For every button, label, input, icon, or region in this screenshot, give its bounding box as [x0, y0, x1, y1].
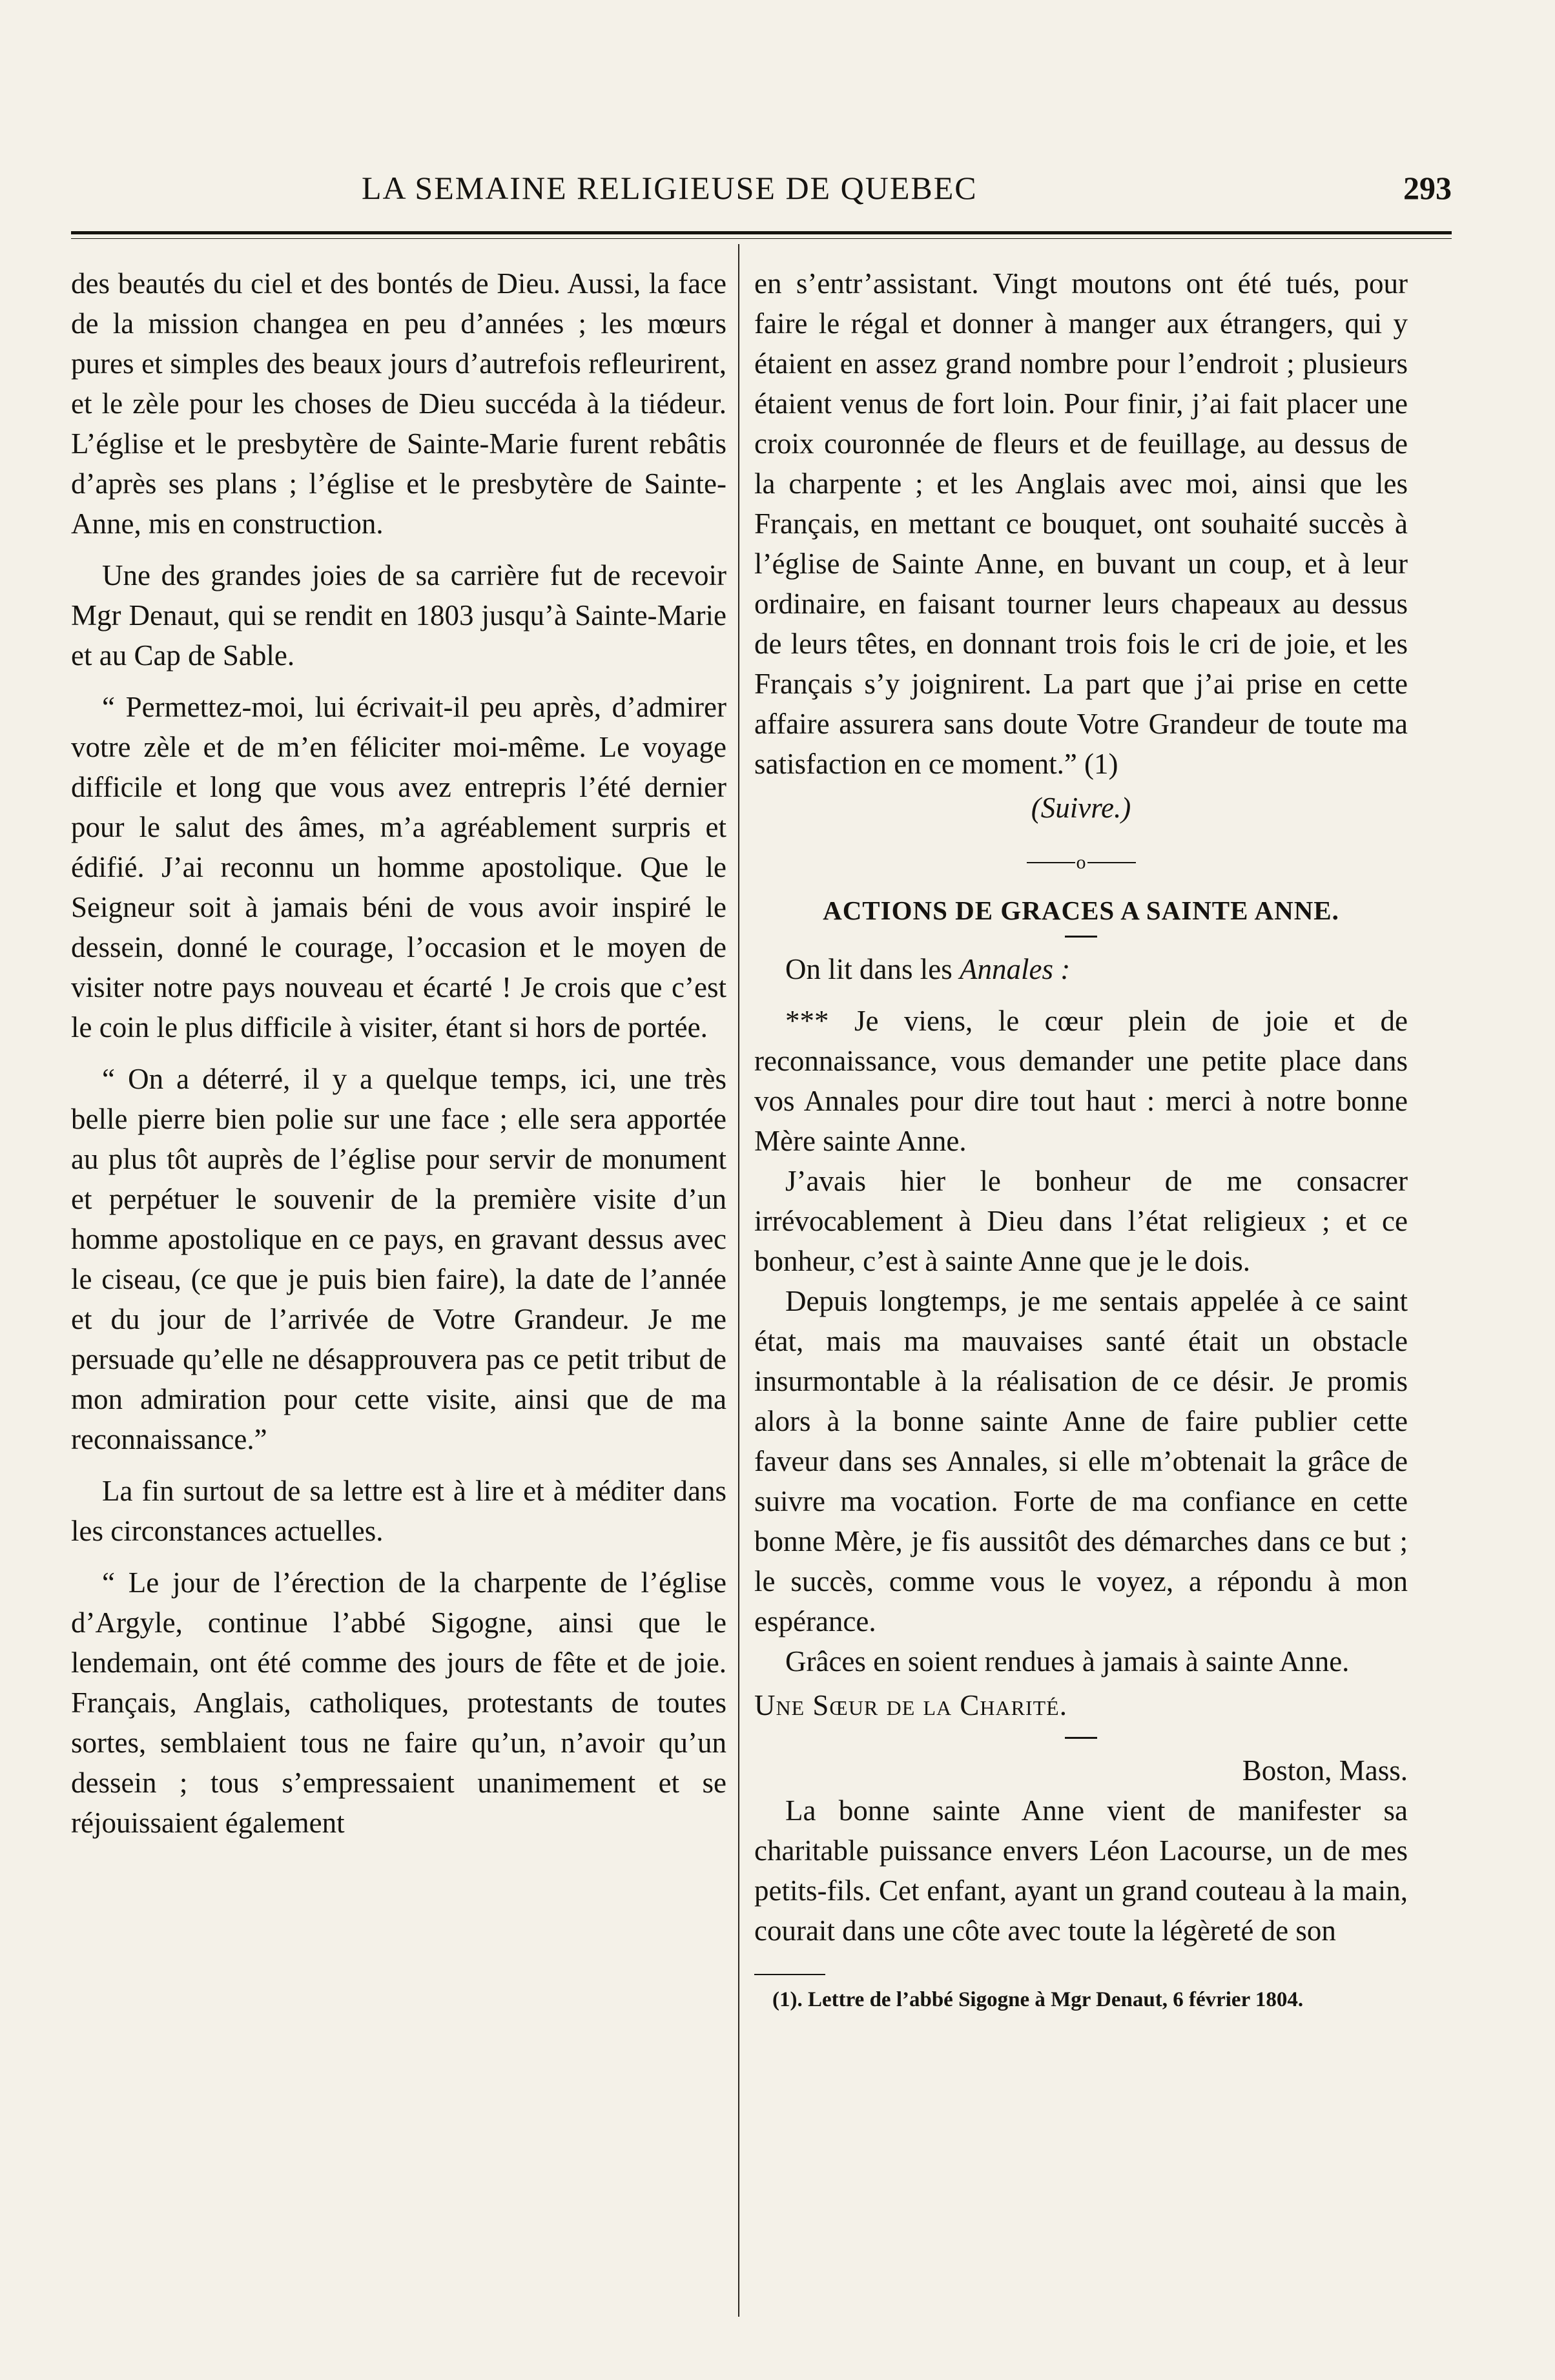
- annales-prefix: On lit dans les: [785, 952, 953, 985]
- page-number: 293: [1403, 170, 1452, 206]
- annales-intro: [754, 949, 1408, 989]
- footnote-rule: [754, 1974, 825, 1975]
- section-title: ACTIONS DE GRACES A SAINTE ANNE.: [823, 895, 1339, 925]
- left-paragraph-2: Une des grandes joies de sa carrière fut de recevoir Mgr Denaut, qui se rendit en 1803 jusqu’à Sainte-Marie et au Cap de Sable.: [71, 559, 726, 672]
- annales-title: Annales :: [959, 952, 1071, 985]
- letter-1-signature: Une Sœur de la Charité.: [754, 1688, 1067, 1721]
- ornament-mark: o: [1076, 851, 1086, 873]
- right-column: [754, 263, 1408, 2027]
- left-paragraph-3: “ Permettez-moi, lui écrivait-il peu après, d’admirer votre zèle et de m’en féliciter moi-même. Le voyage difficile et long que vous avez entrepris l’été dernier pour le salut des âmes, m’a agréablement surpris et édifié. J’ai reconnu un homme apostolique. Que le Seigneur soit à jamais béni de vous avoir inspiré le dessein, donné le courage, l’occasion et le moyen de visiter notre pays nouveau et écarté ! Je crois que c’est le coin le plus difficile à visiter, étant si hors de portée.: [71, 691, 726, 1043]
- letter-1-paragraph-3: Depuis longtemps, je me sentais appelée à ce saint état, mais ma mauvaises santé était un obstacle insurmontable à la réalisation de ce désir. Je promis alors à la bonne sainte Anne de faire publier cette faveur dans ses Annales, si elle m’obtenait la grâce de suivre ma vocation. Forte de ma confiance en cette bonne Mère, je fis aussitôt des démarches dans ce but ; le succès, comme vous le voyez, a répondu à mon espérance.: [754, 1284, 1408, 1637]
- letter-2-paragraph-1: La bonne sainte Anne vient de manifester sa charitable puissance envers Léon Lacourse, un de mes petits-fils. Cet enfant, ayant un grand couteau à la main, courait dans une côte avec toute la légèreté de son: [754, 1794, 1408, 1947]
- letter-1-paragraph-1: *** Je viens, le cœur plein de joie et de reconnaissance, vous demander une petite place dans vos Annales pour dire tout haut : merci à notre bonne Mère sainte Anne.: [754, 1004, 1408, 1157]
- column-divider: [738, 244, 739, 2317]
- left-paragraph-4: “ On a déterré, il y a quelque temps, ici, une très belle pierre bien polie sur une face ; elle sera apportée au plus tôt auprès de l’église pour servir de monument et perpétuer le souvenir de la première visite d’un homme apostolique en ce pays, en gravant dessus avec le ciseau, (ce que je puis bien faire), la date de l’année et du jour de l’arrivée de Votre Grandeur. Je me persuade qu’elle ne désapprouvera pas ce petit tribut de mon admiration pour cette visite, ainsi que de ma reconnaissance.”: [71, 1063, 726, 1455]
- left-paragraph-5: La fin surtout de sa lettre est à lire et à méditer dans les circonstances actuelles.: [71, 1475, 726, 1547]
- running-head-title: LA SEMAINE RELIGIEUSE DE QUEBEC: [362, 170, 978, 206]
- title-rule: [1065, 936, 1097, 938]
- section-ornament: [754, 839, 1408, 883]
- running-head: [71, 169, 1452, 221]
- left-column: [71, 263, 726, 1843]
- letter-1-paragraph-4: Grâces en soient rendues à jamais à sainte Anne.: [785, 1645, 1350, 1677]
- header-rule: [71, 231, 1452, 239]
- letter-2-place: Boston, Mass.: [1242, 1754, 1408, 1787]
- letter-1-paragraph-2: J’avais hier le bonheur de me consacrer irrévocablement à Dieu dans l’état religieux ; et ce bonheur, c’est à sainte Anne que je le dois.: [754, 1164, 1408, 1277]
- left-paragraph-6: “ Le jour de l’érection de la charpente de l’église d’Argyle, continue l’abbé Sigogne, ainsi que le lendemain, ont été comme des jours de fête et de joie. Français, Anglais, catholiques, protestants de toutes sortes, semblaient tous ne faire qu’un, n’avoir qu’un dessein ; tous s’empressaient unanimement et se réjouissaient également: [71, 1566, 726, 1839]
- suivre-note: (Suivre.): [1031, 792, 1131, 824]
- letter-separator-rule: [1065, 1737, 1097, 1739]
- footnote: (1). Lettre de l’abbé Sigogne à Mgr Denaut, 6 février 1804.: [772, 1987, 1304, 2011]
- left-paragraph-1: des beautés du ciel et des bontés de Dieu. Aussi, la face de la mission changea en peu d’années ; les mœurs pures et simples des beaux jours d’autrefois refleurirent, et le zèle pour les choses de Dieu succéda à la tiédeur. L’église et le presbytère de Sainte-Marie furent rebâtis d’après ses plans ; l’église et le presbytère de Sainte-Anne, mis en construction.: [71, 267, 726, 540]
- right-paragraph-1: en s’entr’assistant. Vingt moutons ont été tués, pour faire le régal et donner à manger aux étrangers, qui y étaient en assez grand nombre pour l’endroit ; plusieurs étaient venus de fort loin. Pour finir, j’ai fait placer une croix couronnée de fleurs et de feuillage, au dessus de la charpente ; et les Anglais avec moi, ainsi que les Français, en mettant ce bouquet, ont souhaité succès à l’église de Sainte Anne, en buvant un coup, et à leur ordinaire, en faisant tourner leurs chapeaux au dessus de leurs têtes, en donnant trois fois le cri de joie, et les Français s’y joignirent. La part que j’ai prise en cette affaire assurera sans doute Votre Grandeur de toute ma satisfaction en ce moment.” (1): [754, 267, 1408, 780]
